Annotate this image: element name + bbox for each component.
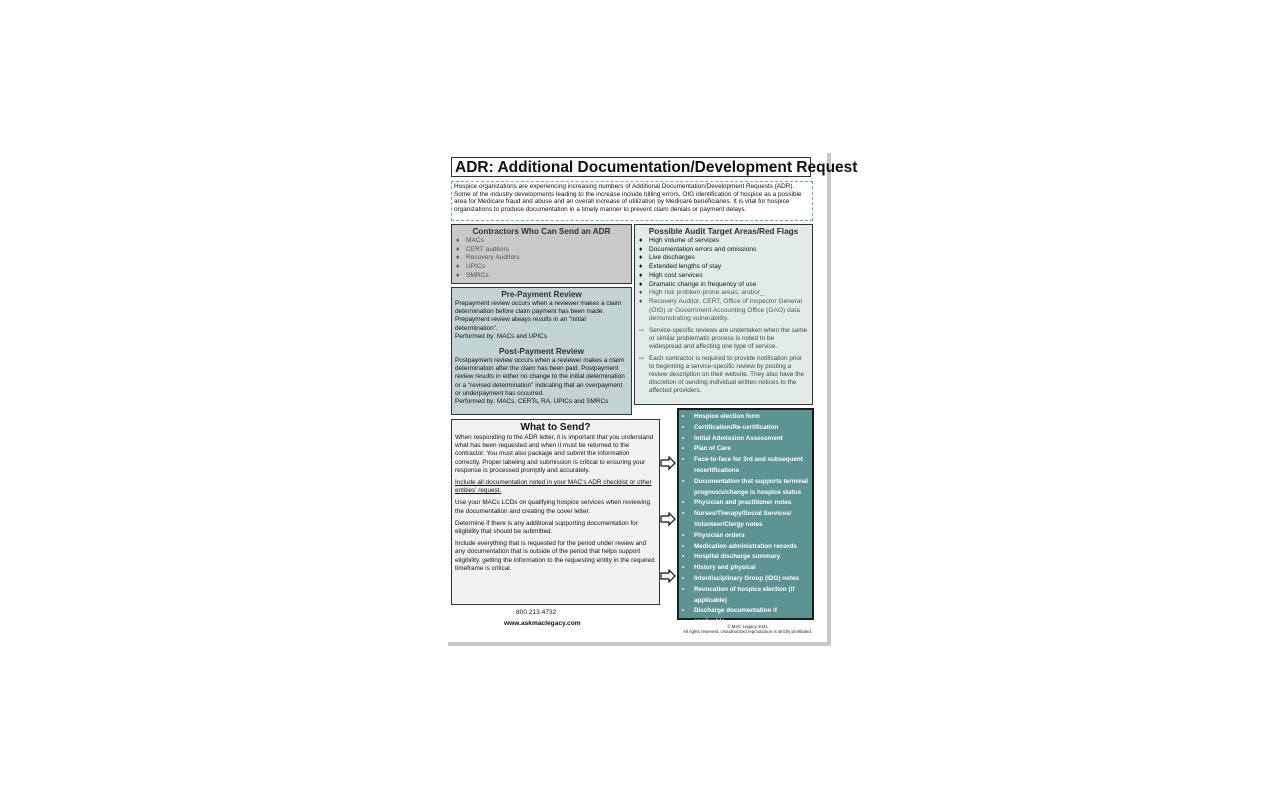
right-arrow-icon	[660, 512, 676, 526]
audit-note: ⇨ Each contractor is required to provide notification prior to beginning a service-specific review by posting a review description on their website. They also have the discretion of sending individual written notices to the affected providers.	[639, 354, 805, 395]
what-to-send-p3: Use your MACs LCDs on qualifying hospice services when reviewing the documentation and creating the cover letter.	[455, 499, 650, 515]
right-arrow-icon	[660, 569, 676, 583]
intro-paragraph: Hospice organizations are experiencing increasing numbers of Additional Documentation/Development Requests (ADR). Some of the industry developments leading to the increase include billing errors, OIG identification of hospice as a possible area for Medicare fraud and abuse and an overall increase of utilization by Medicare beneficiaries. It is vital for hospice organizations to produce documentation in a timely manner to prevent claim denials or payment delays.	[451, 181, 813, 221]
list-item: ♦ UPICs	[456, 263, 486, 271]
diamond-bullet-icon: ♦	[456, 237, 460, 244]
list-item: ♦ Live discharges	[639, 254, 695, 262]
contractors-heading: Contractors Who Can Send an ADR	[472, 227, 611, 236]
list-item: ♦ Documentation errors and omissions	[639, 245, 757, 253]
diamond-bullet-icon: ♦	[639, 254, 643, 262]
bullet-icon: •	[682, 413, 685, 420]
list-item: ♦ Dramatic change in frequency of use	[639, 280, 757, 288]
post-payment-heading: Post-Payment Review	[498, 347, 585, 357]
diamond-bullet-icon: ♦	[456, 245, 460, 253]
bullet-icon: •	[682, 477, 685, 485]
list-item: • Medication administration records	[682, 542, 809, 553]
page-title: ADR: Additional Documentation/Development Request	[451, 157, 811, 177]
list-item: ♦ High risk problem-prone areas; and/or_	[639, 289, 764, 297]
documents-list	[682, 412, 809, 628]
diamond-bullet-icon: ♦	[639, 237, 643, 244]
bullet-icon: •	[682, 445, 685, 453]
footer-website: www.askmaclegacy.com	[504, 620, 581, 627]
list-item: • Hospital discharge summary	[682, 552, 809, 563]
diamond-bullet-icon: ♦	[639, 280, 643, 288]
list-item: • Documentation that supports terminal prognosis/change is hospice status	[682, 477, 809, 496]
document-page	[444, 149, 858, 642]
what-to-send-p5: Include everything that is requested for the period under review and any documentation that is outside of the period that helps support eligibility. getting the information to the requesting entity in the required timeframe is critical.	[455, 540, 655, 572]
what-to-send-panel	[451, 419, 660, 605]
what-to-send-p1: When responding to the ADR letter, it is important that you understand what has been requested and when it must be returned to the contractor. You must also package and submit the information correctly. Proper labeling and submission is critical to ensuring your response is processed promptly and accurately.	[455, 434, 654, 474]
list-item: ♦ MACs	[456, 237, 484, 244]
audit-note: ⇨ Service-specific reviews are undertaken when the same or similar problematic process is noted to be widespread and affecting one type of service.	[639, 327, 808, 351]
list-item: • Initial Admission Assessment	[682, 434, 809, 445]
post-payment-text: Postpayment review occurs when a reviewer makes a claim determination after the claim has been paid. Postpayment review results in either no change to the initial determination or a "revised determination" indicating that an overpayment or underpayment has occurred.	[455, 357, 625, 397]
bullet-icon: •	[682, 531, 685, 539]
bullet-icon: •	[682, 542, 685, 550]
bullet-icon: •	[682, 585, 685, 593]
diamond-bullet-icon: ♦	[639, 245, 643, 253]
diamond-bullet-icon: ♦	[639, 289, 643, 297]
bullet-icon: •	[682, 510, 685, 518]
audit-list	[639, 237, 808, 324]
bullet-icon: •	[682, 434, 685, 442]
audit-flags-panel	[634, 224, 813, 405]
list-item: • Discharge documentation if applicable	[682, 607, 777, 626]
diamond-bullet-icon: ♦	[456, 263, 460, 271]
right-arrow-bullet-icon: ⇨	[639, 354, 645, 362]
right-arrow-bullet-icon: ⇨	[639, 327, 645, 335]
what-to-send-heading: What to Send?	[520, 422, 591, 433]
diamond-bullet-icon: ♦	[639, 271, 643, 279]
bullet-icon: •	[682, 423, 685, 431]
list-item: • Hospice election form	[682, 412, 809, 423]
list-item: ♦ High volume of services	[639, 237, 719, 244]
list-item: • Certification/Re-certification	[682, 423, 809, 434]
right-arrow-icon	[660, 456, 676, 470]
pre-payment-heading: Pre-Payment Review	[501, 290, 582, 299]
bullet-icon: •	[682, 553, 685, 561]
contractors-panel	[451, 224, 632, 284]
bullet-icon: •	[682, 499, 685, 507]
footer-phone: 800.213.4732	[516, 609, 557, 616]
audit-heading: Possible Audit Target Areas/Red Flags	[648, 227, 799, 236]
what-to-send-p2: Include all documentation noted in your MAC's ADR checklist or other entities' request.	[455, 479, 652, 495]
list-item: ♦ Extended lengths of stay	[639, 263, 722, 271]
review-panel	[451, 287, 632, 415]
pre-payment-performed-by: Performed by: MACs and UPICs	[455, 332, 547, 340]
list-item: ♦ Recovery Auditor, CERT, Office of Inspector General (OIG) or Government Accounting Office (GAO) data demonstrating vulnerability.	[639, 297, 802, 323]
list-item: • Revocation of hospice election (if applicable)	[682, 585, 795, 604]
bullet-icon: •	[682, 456, 685, 464]
diamond-bullet-icon: ♦	[456, 271, 460, 279]
list-item: • Nurses/Therapy/Social Services/ Volunteer/Clergy notes	[682, 510, 792, 528]
copyright-notice: © MAC Legacy 2021 All rights reserved. Unauthorized reproduction is strictly prohibited.	[682, 624, 813, 635]
list-item: • Physician orders	[682, 531, 809, 542]
contractors-list	[456, 237, 627, 281]
diamond-bullet-icon: ♦	[639, 297, 643, 305]
list-item: • History and physical	[682, 563, 809, 574]
post-payment-performed-by: Performed by: MACs, CERTs, RA, UPICs and SMRCs	[455, 398, 609, 406]
list-item: ♦ SMRCs	[456, 271, 489, 279]
what-to-send-p4: Determine if there is any additional supporting documentation for eligibility that should be submitted.	[455, 519, 638, 536]
list-item: • Physician and practitioner notes	[682, 498, 809, 509]
bullet-icon: •	[682, 574, 685, 582]
list-item: ♦ High cost services	[639, 271, 703, 279]
bullet-icon: •	[682, 564, 685, 572]
diamond-bullet-icon: ♦	[639, 263, 643, 271]
list-item: ♦ Recovery Auditors	[456, 254, 520, 262]
list-item: • Plan of Care	[682, 444, 809, 455]
list-item: • Face-to-face for 3rd and subsequent recertifications	[682, 456, 803, 474]
bullet-icon: •	[682, 607, 685, 615]
pre-payment-text: Prepayment review occurs when a reviewer makes a claim determination before claim payment has been made. Prepayment review always results in an "initial determination".	[455, 300, 622, 332]
list-item: ♦ CERT auditors	[456, 245, 510, 253]
documents-panel	[677, 408, 814, 626]
diamond-bullet-icon: ♦	[456, 254, 460, 262]
list-item: • Interdisciplinary Group (IDG) notes	[682, 574, 809, 585]
